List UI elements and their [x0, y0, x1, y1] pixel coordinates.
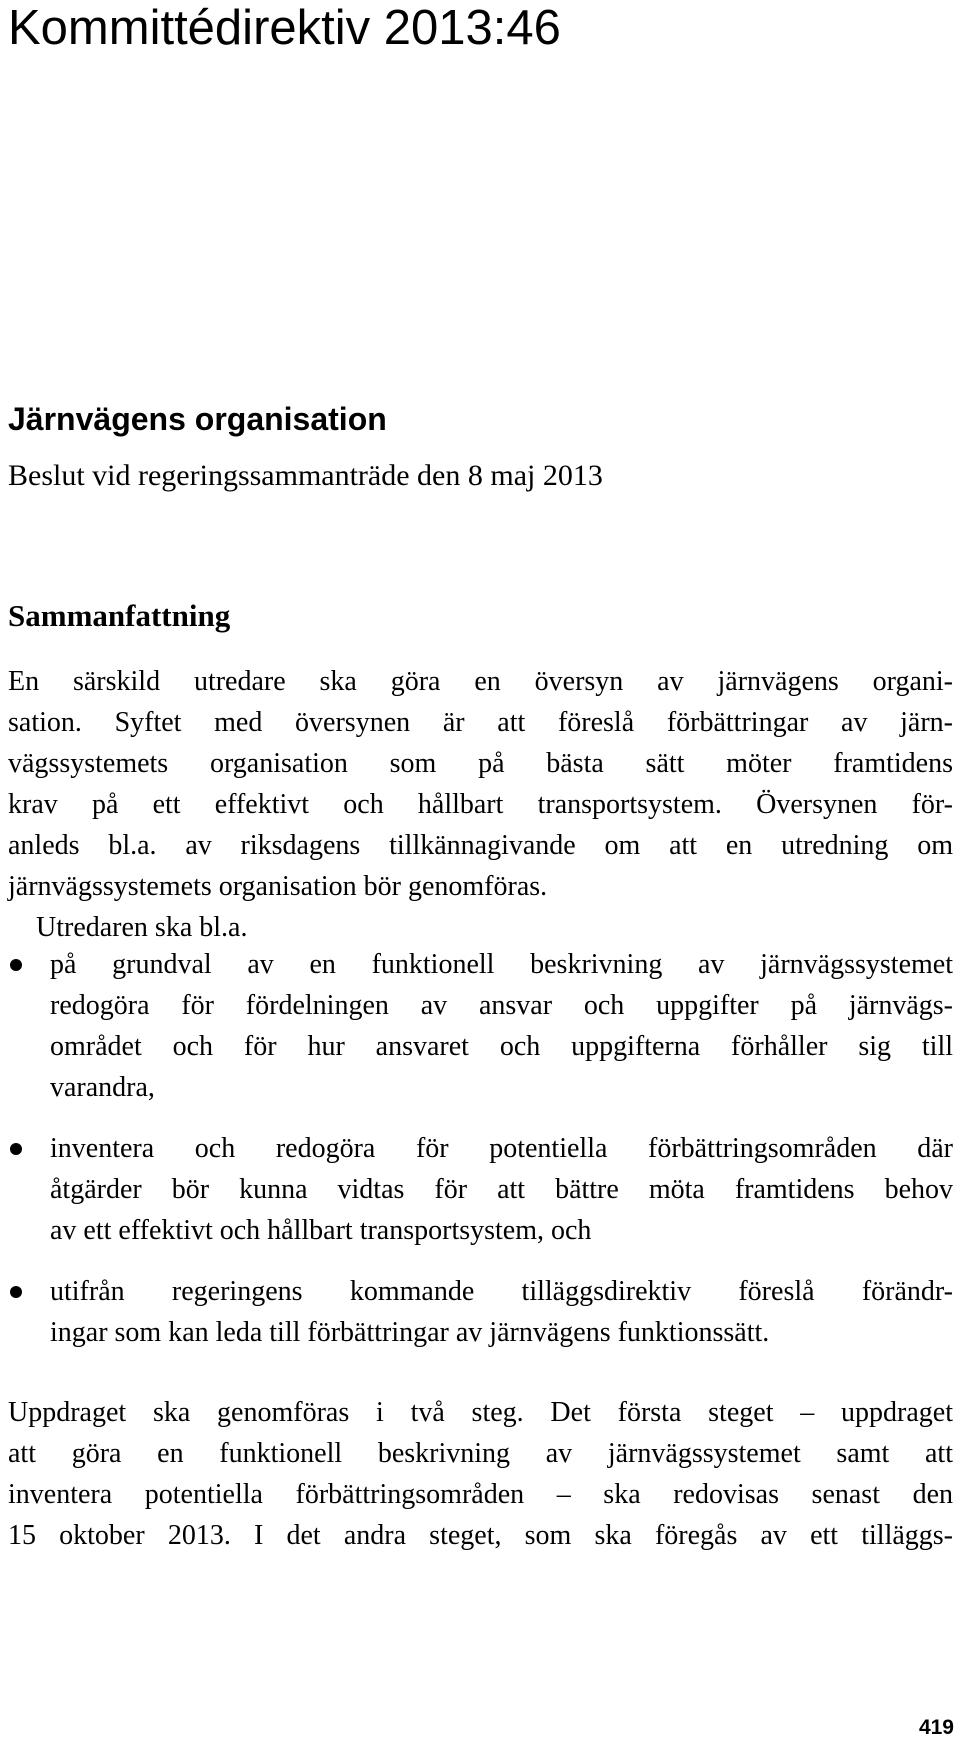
bullet-icon	[10, 1143, 22, 1155]
assignment-line: Uppdraget ska genomföras i två steg. Det första steget – uppdraget	[8, 1397, 953, 1428]
list-item-line: redogöra för fördelningen av ansvar och uppgifter på järnvägs-	[50, 990, 953, 1021]
summary-line: En särskild utredare ska göra en översyn av järnvägens organi-	[8, 666, 953, 697]
list-item-line: åtgärder bör kunna vidtas för att bättre möta framtidens behov	[50, 1174, 953, 1205]
page-number: 419	[918, 1716, 954, 1739]
summary-intro: Utredaren ska bl.a.	[36, 912, 248, 943]
list-item-line: varandra,	[50, 1072, 155, 1103]
decision-line: Beslut vid regeringssammanträde den 8 maj 2013	[8, 459, 603, 492]
summary-paragraph	[8, 661, 953, 948]
list-item-line: på grundval av en funktionell beskrivning av järnvägssystemet	[50, 949, 953, 980]
list-item	[8, 944, 953, 1108]
section-heading-summary: Sammanfattning	[8, 598, 231, 633]
list-item-line: av ett effektivt och hållbart transportsystem, och	[50, 1215, 592, 1246]
assignment-line: att göra en funktionell beskrivning av järnvägssystemet samt att	[8, 1438, 953, 1469]
list-item-line: området och för hur ansvaret och uppgifterna förhåller sig till	[50, 1031, 953, 1062]
directive-subject: Järnvägens organisation	[8, 401, 387, 437]
summary-line: järnvägssystemets organisation bör genomföras.	[8, 871, 548, 902]
list-item	[8, 1271, 953, 1353]
list-item	[8, 1128, 953, 1251]
list-item-line: utifrån regeringens kommande tilläggsdirektiv föreslå förändr-	[50, 1276, 953, 1307]
summary-line: krav på ett effektivt och hållbart transportsystem. Översynen för-	[8, 789, 953, 820]
bullet-icon	[10, 1286, 22, 1298]
assignment-line: inventera potentiella förbättringsområden – ska redovisas senast den	[8, 1479, 953, 1510]
bullet-icon	[10, 959, 22, 971]
summary-line: sation. Syftet med översynen är att föreslå förbättringar av järn-	[8, 707, 953, 738]
summary-line: anleds bl.a. av riksdagens tillkännagivande om att en utredning om	[8, 830, 953, 861]
summary-line: vägssystemets organisation som på bästa sätt möter framtidens	[8, 748, 953, 779]
task-list	[8, 944, 953, 1373]
assignment-paragraph	[8, 1392, 953, 1556]
assignment-line: 15 oktober 2013. I det andra steget, som ska föregås av ett tilläggs-	[8, 1520, 953, 1551]
list-item-line: ingar som kan leda till förbättringar av järnvägens funktionssätt.	[50, 1317, 770, 1348]
document-title: Kommittédirektiv 2013:46	[8, 1, 561, 55]
list-item-line: inventera och redogöra för potentiella förbättringsområden där	[50, 1133, 953, 1164]
